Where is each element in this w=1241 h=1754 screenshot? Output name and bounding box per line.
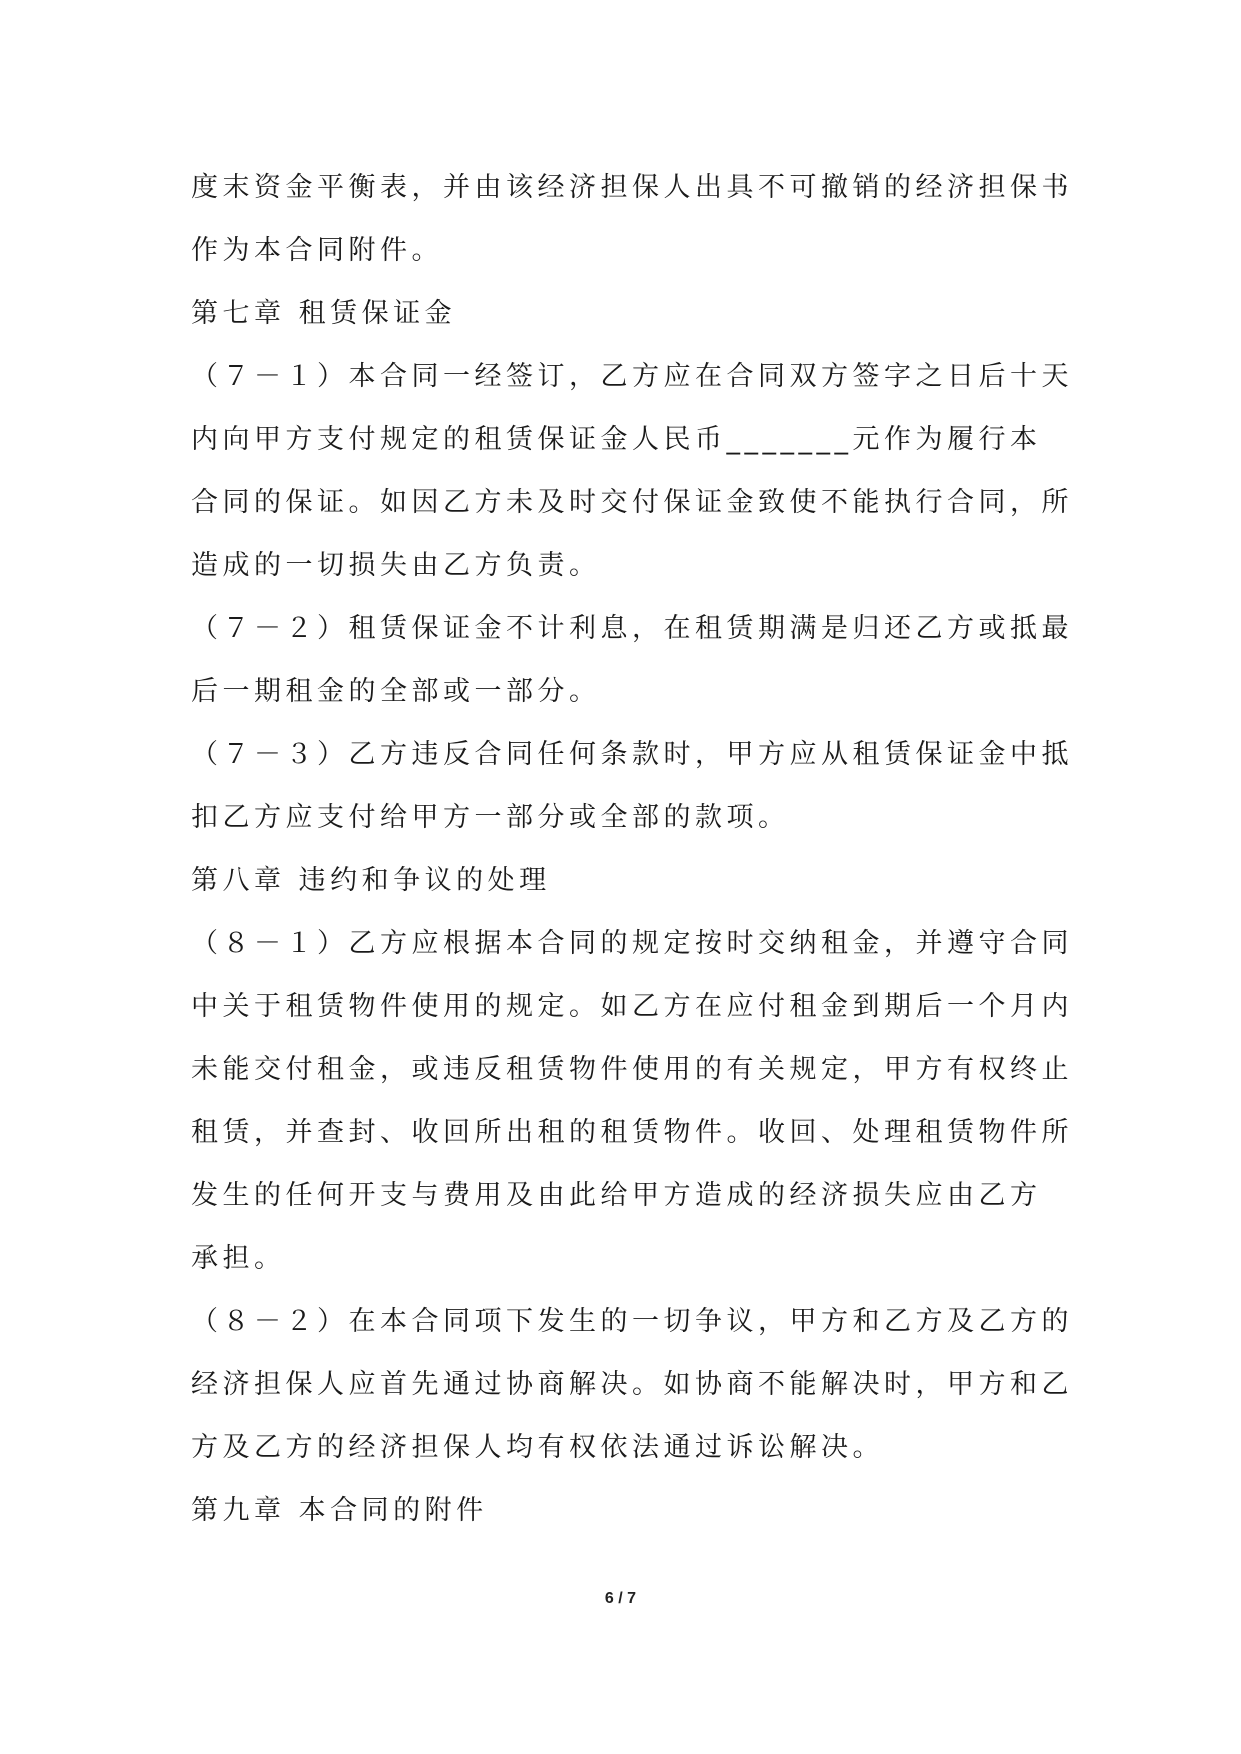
text-line: 合同的保证。如因乙方未及时交付保证金致使不能执行合同，所 (191, 487, 1073, 518)
text-line: 造成的一切损失由乙方负责。 (191, 550, 601, 581)
document-body (191, 156, 1073, 1542)
text-line: （７－３）乙方违反合同任何条款时，甲方应从租赁保证金中抵 (191, 739, 1073, 770)
text-line: 租赁，并查封、收回所出租的租赁物件。收回、处理租赁物件所 (191, 1117, 1073, 1148)
heading-text: 第八章 违约和争议的处理 (191, 865, 551, 896)
text-line: 中关于租赁物件使用的规定。如乙方在应付租金到期后一个月内 (191, 991, 1073, 1022)
paragraph-guarantee-continued (191, 156, 1073, 282)
clause-8-1 (191, 912, 1073, 1290)
chapter-8-heading (191, 849, 1051, 912)
text-line: 作为本合同附件。 (191, 235, 443, 266)
text-line: 度末资金平衡表，并由该经济担保人出具不可撤销的经济担保书 (191, 172, 1073, 203)
text-line: 扣乙方应支付给甲方一部分或全部的款项。 (191, 802, 790, 833)
clause-7-2 (191, 597, 1073, 723)
text-line: （８－２）在本合同项下发生的一切争议，甲方和乙方及乙方的 (191, 1306, 1073, 1337)
heading-text: 第九章 本合同的附件 (191, 1495, 488, 1526)
page-number: 6 / 7 (604, 1590, 637, 1607)
text-line: 方及乙方的经济担保人均有权依法通过诉讼解决。 (191, 1432, 884, 1463)
text-line: （８－１）乙方应根据本合同的规定按时交纳租金，并遵守合同 (191, 928, 1073, 959)
text-line: 承担。 (191, 1243, 286, 1274)
clause-7-1 (191, 345, 1073, 597)
text-line: （７－２）租赁保证金不计利息，在租赁期满是归还乙方或抵最 (191, 613, 1073, 644)
text-line: （７－１）本合同一经签订，乙方应在合同双方签字之日后十天 (191, 361, 1073, 392)
chapter-9-heading (191, 1479, 1051, 1542)
clause-7-3 (191, 723, 1073, 849)
text-line: 发生的任何开支与费用及由此给甲方造成的经济损失应由乙方 (191, 1180, 1042, 1211)
text-line: 未能交付租金，或违反租赁物件使用的有关规定，甲方有权终止 (191, 1054, 1073, 1085)
chapter-7-heading (191, 282, 1051, 345)
text-line: 后一期租金的全部或一部分。 (191, 676, 601, 707)
heading-text: 第七章 租赁保证金 (191, 298, 457, 329)
text-line: 内向甲方支付规定的租赁保证金人民币_______元作为履行本 (191, 424, 1042, 455)
text-line: 经济担保人应首先通过协商解决。如协商不能解决时，甲方和乙 (191, 1369, 1073, 1400)
clause-8-2 (191, 1290, 1073, 1479)
